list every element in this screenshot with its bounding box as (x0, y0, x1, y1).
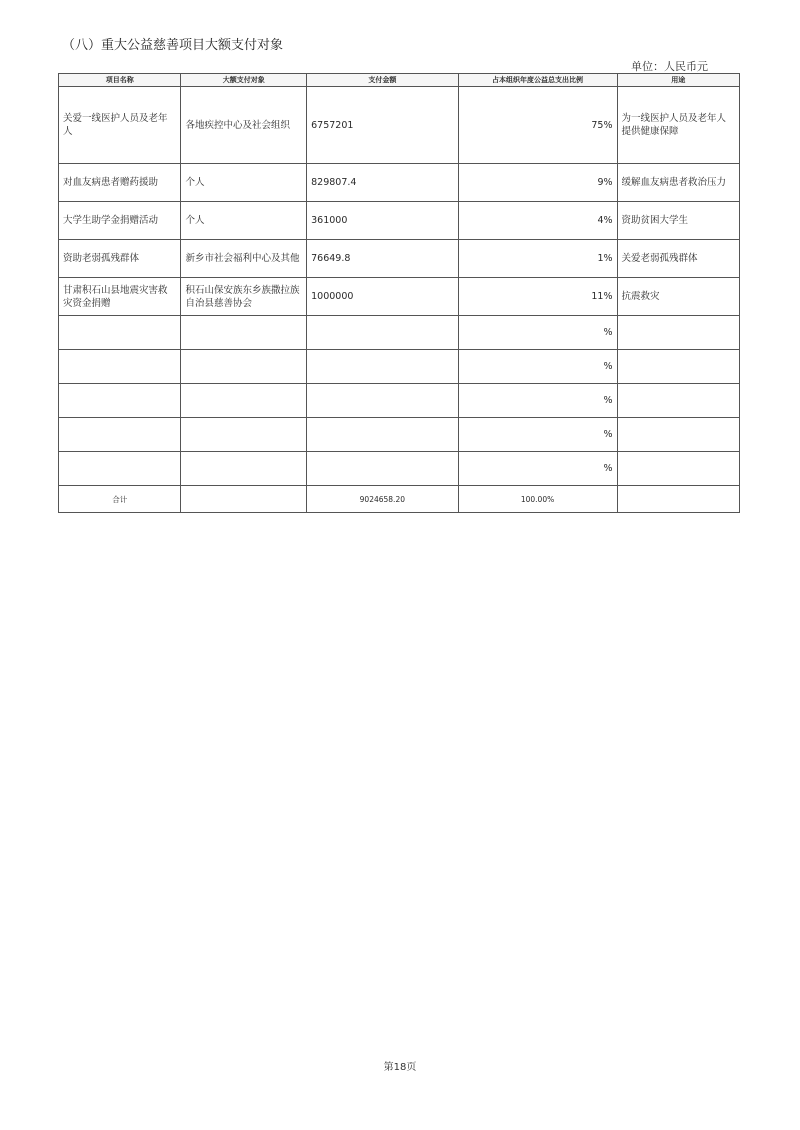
cell-ratio: % (458, 418, 617, 452)
header-purpose: 用途 (617, 74, 739, 87)
cell-project-name (59, 316, 181, 350)
cell-payee: 各地疾控中心及社会组织 (181, 87, 307, 164)
header-amount: 支付金额 (307, 74, 458, 87)
cell-purpose: 关爱老弱孤残群体 (617, 240, 739, 278)
cell-purpose: 缓解血友病患者救治压力 (617, 164, 739, 202)
total-label: 合计 (59, 486, 181, 513)
cell-payee (181, 384, 307, 418)
cell-amount: 1000000 (307, 278, 458, 316)
cell-purpose: 抗震救灾 (617, 278, 739, 316)
cell-amount: 76649.8 (307, 240, 458, 278)
cell-project-name: 资助老弱孤残群体 (59, 240, 181, 278)
cell-amount: 361000 (307, 202, 458, 240)
cell-project-name: 关爱一线医护人员及老年人 (59, 87, 181, 164)
cell-purpose (617, 418, 739, 452)
cell-purpose (617, 350, 739, 384)
cell-project-name: 对血友病患者赠药援助 (59, 164, 181, 202)
cell-purpose (617, 384, 739, 418)
cell-purpose (617, 452, 739, 486)
cell-ratio: 1% (458, 240, 617, 278)
cell-project-name: 大学生助学金捐赠活动 (59, 202, 181, 240)
cell-ratio: 9% (458, 164, 617, 202)
cell-payee: 新乡市社会福利中心及其他 (181, 240, 307, 278)
cell-project-name (59, 384, 181, 418)
cell-amount (307, 316, 458, 350)
cell-ratio: % (458, 316, 617, 350)
cell-payee (181, 418, 307, 452)
table-header-row (59, 74, 740, 87)
table-row (59, 350, 740, 384)
cell-amount (307, 350, 458, 384)
cell-payee: 积石山保安族东乡族撒拉族自治县慈善协会 (181, 278, 307, 316)
cell-payee (181, 350, 307, 384)
cell-ratio: % (458, 350, 617, 384)
cell-ratio: % (458, 384, 617, 418)
cell-project-name: 甘肃积石山县地震灾害救灾资金捐赠 (59, 278, 181, 316)
cell-amount: 829807.4 (307, 164, 458, 202)
cell-amount (307, 418, 458, 452)
table-row (59, 87, 740, 164)
cell-payee (181, 452, 307, 486)
cell-project-name (59, 452, 181, 486)
table-row (59, 452, 740, 486)
table-row (59, 240, 740, 278)
cell-project-name (59, 418, 181, 452)
total-row (59, 486, 740, 513)
cell-payee: 个人 (181, 164, 307, 202)
table-row (59, 278, 740, 316)
cell-project-name (59, 350, 181, 384)
total-amount: 9024658.20 (307, 486, 458, 513)
table-row (59, 164, 740, 202)
total-payee-cell (181, 486, 307, 513)
table-row (59, 384, 740, 418)
cell-ratio: 75% (458, 87, 617, 164)
cell-amount (307, 452, 458, 486)
cell-purpose (617, 316, 739, 350)
table-row (59, 418, 740, 452)
header-ratio: 占本组织年度公益总支出比例 (458, 74, 617, 87)
cell-ratio: 4% (458, 202, 617, 240)
header-payee: 大额支付对象 (181, 74, 307, 87)
cell-amount (307, 384, 458, 418)
payment-table (58, 73, 740, 513)
cell-purpose: 资助贫困大学生 (617, 202, 739, 240)
page-number: 第18页 (383, 1062, 417, 1073)
cell-payee (181, 316, 307, 350)
cell-payee: 个人 (181, 202, 307, 240)
header-project-name: 项目名称 (59, 74, 181, 87)
table-row (59, 202, 740, 240)
cell-ratio: % (458, 452, 617, 486)
total-ratio: 100.00% (458, 486, 617, 513)
total-purpose-cell (617, 486, 739, 513)
table-row (59, 316, 740, 350)
cell-ratio: 11% (458, 278, 617, 316)
cell-purpose: 为一线医护人员及老年人提供健康保障 (617, 87, 739, 164)
unit-label: 单位：人民币元 (631, 60, 708, 73)
page-title: （八）重大公益慈善项目大额支付对象 (62, 38, 284, 53)
cell-amount: 6757201 (307, 87, 458, 164)
